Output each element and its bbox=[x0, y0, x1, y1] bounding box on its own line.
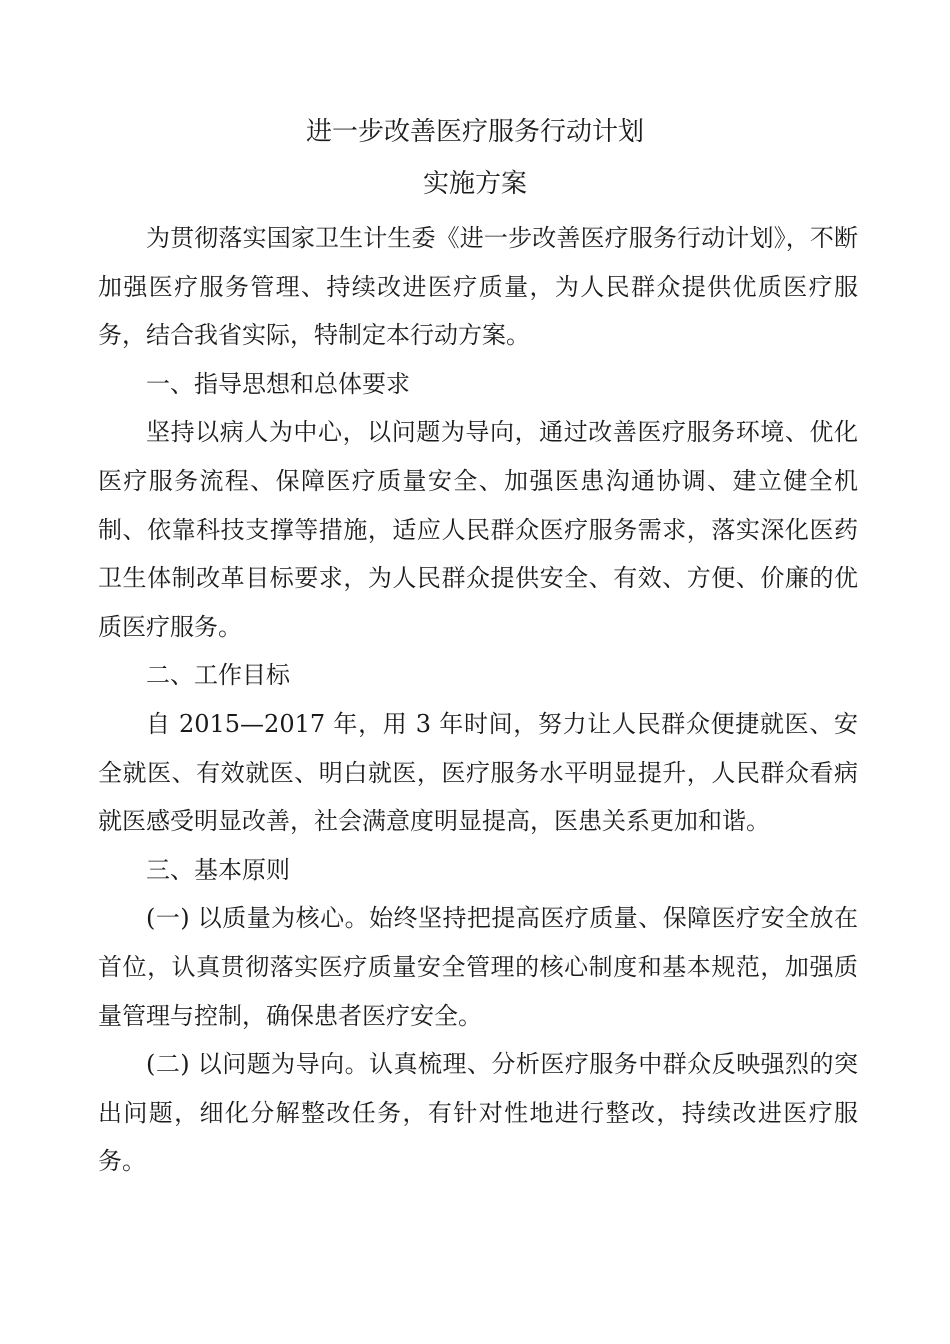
section-heading-work-goals: 二、工作目标 bbox=[146, 661, 290, 690]
principle-problem-oriented-paragraph: (二) 以问题为导向。认真梳理、分析医疗服务中群众反映强烈的突出问题，细化分解整改任务，有针对性地进行整改，持续改进医疗服务。 bbox=[98, 1050, 858, 1176]
document-title: 进一步改善医疗服务行动计划 bbox=[305, 117, 644, 147]
section-heading-guiding-principles: 一、指导思想和总体要求 bbox=[146, 369, 410, 398]
work-goals-paragraph: 自 2015—2017 年，用 3 年时间，努力让人民群众便捷就医、安全就医、有效就医、明白就医，医疗服务水平明显提升，人民群众看病就医感受明显改善，社会满意度明显提高，医患关系更加和谐。 bbox=[98, 709, 858, 836]
guiding-principles-paragraph: 坚持以病人为中心，以问题为导向，通过改善医疗服务环境、优化医疗服务流程、保障医疗质量安全、加强医患沟通协调、建立健全机制、依靠科技支撑等措施，适应人民群众医疗服务需求，落实深化医药卫生体制改革目标要求，为人民群众提供安全、有效、方便、价廉的优质医疗服务。 bbox=[98, 418, 858, 641]
section-heading-basic-principles: 三、基本原则 bbox=[146, 855, 290, 884]
document-subtitle: 实施方案 bbox=[422, 169, 527, 199]
document-body bbox=[98, 214, 858, 1186]
intro-paragraph: 为贯彻落实国家卫生计生委《进一步改善医疗服务行动计划》，不断加强医疗服务管理、持续改进医疗质量，为人民群众提供优质医疗服务，结合我省实际，特制定本行动方案。 bbox=[98, 224, 858, 350]
principle-quality-paragraph: (一) 以质量为核心。始终坚持把提高医疗质量、保障医疗安全放在首位，认真贯彻落实医疗质量安全管理的核心制度和基本规范，加强质量管理与控制，确保患者医疗安全。 bbox=[98, 904, 858, 1030]
